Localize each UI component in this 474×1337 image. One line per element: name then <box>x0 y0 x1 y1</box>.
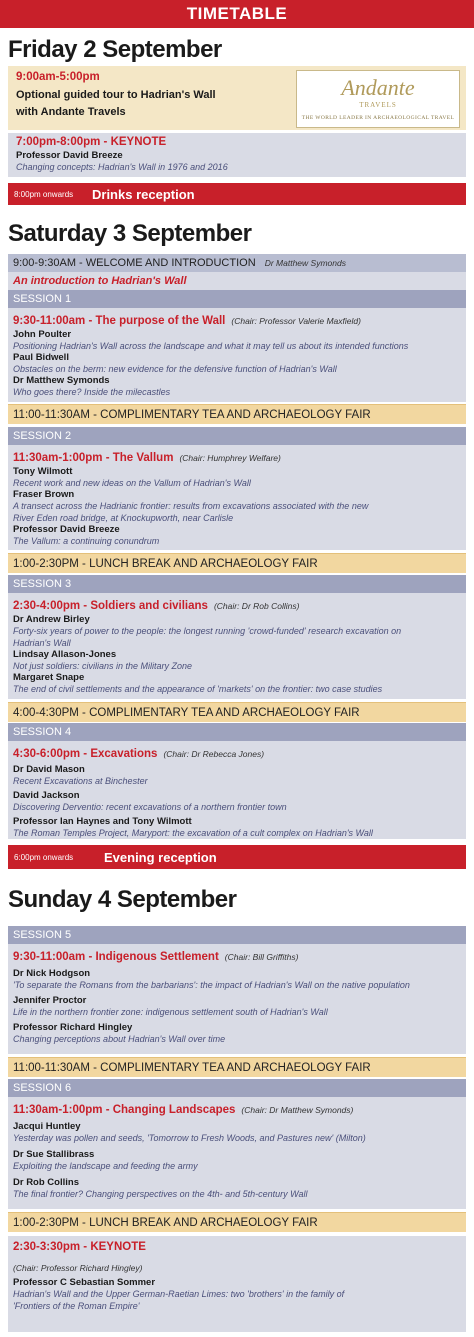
tour-time: 9:00am-5:00pm <box>16 71 100 83</box>
speaker: Lindsay Allason-Jones <box>13 649 117 660</box>
sunday-keynote-box <box>8 1236 466 1332</box>
keynote-speaker: Professor David Breeze <box>16 150 123 161</box>
session-2-title: 11:30am-1:00pm - The Vallum <box>13 452 174 464</box>
talk-title-cont: 'Frontiers of the Roman Empire' <box>13 1301 140 1311</box>
talk-title: Hadrian's Wall and the Upper German-Raetian Limes: two 'brothers' in the family of <box>13 1289 345 1299</box>
session-3-heading <box>13 596 461 614</box>
session-6-bar: SESSION 6 <box>8 1079 466 1097</box>
talk-title: Obstacles on the berm: new evidence for the defensive function of Hadrian's Wall <box>13 364 337 374</box>
evening-time: 6:00pm onwards <box>14 852 74 862</box>
speaker: Professor Richard Hingley <box>13 1022 133 1033</box>
keynote-title: 7:00pm-8:00pm - KEYNOTE <box>16 136 167 148</box>
speaker: Professor Ian Haynes and Tony Wilmott <box>13 816 192 827</box>
friday-keynote-box <box>8 133 466 177</box>
sunday-keynote-chair: (Chair: Professor Richard Hingley) <box>13 1263 143 1273</box>
session-1-chair: (Chair: Professor Valerie Maxfield) <box>231 316 361 326</box>
talk-title-cont: Hadrian's Wall <box>13 638 71 648</box>
session-4-bar: SESSION 4 <box>8 723 466 741</box>
drinks-time: 8:00pm onwards <box>14 189 74 199</box>
session-6-chair: (Chair: Dr Matthew Symonds) <box>241 1105 354 1115</box>
talk-title: Life in the northern frontier zone: indigenous settlement south of Hadrian's Wall <box>13 1007 328 1017</box>
session-3-chair: (Chair: Dr Rob Collins) <box>213 601 300 611</box>
welcome-speaker: Dr Matthew Symonds <box>264 258 346 268</box>
session-2-chair: (Chair: Humphrey Welfare) <box>179 453 281 463</box>
speaker: Dr Matthew Symonds <box>13 375 110 386</box>
talk-title: The end of civil settlements and the appearance of 'markets' on the frontier: two case studies <box>13 684 383 694</box>
session-1-title: 9:30-11:00am - The purpose of the Wall <box>13 315 226 327</box>
intro-bar: An introduction to Hadrian's Wall <box>8 272 466 290</box>
talk-title: 'To separate the Romans from the barbarians': the impact of Hadrian's Wall on the native population <box>13 980 410 990</box>
session-5-heading <box>13 947 461 965</box>
tea-break-1-bar: 11:00-11:30AM - COMPLIMENTARY TEA AND ARCHAEOLOGY FAIR <box>8 404 466 424</box>
logo-tagline: THE WORLD LEADER IN ARCHAEOLOGICAL TRAVEL <box>301 115 455 121</box>
session-5-chair: (Chair: Bill Griffiths) <box>224 952 299 962</box>
andante-travels-logo <box>296 70 460 128</box>
speaker: Fraser Brown <box>13 489 75 500</box>
talk-title: A transect across the Hadrianic frontier: results from excavations associated with the new <box>13 501 369 511</box>
speaker: Professor C Sebastian Sommer <box>13 1277 156 1288</box>
talk-title-cont: River Eden road bridge, at Knockupworth, near Carlisle <box>13 513 234 523</box>
evening-label: Evening reception <box>104 849 217 865</box>
tour-line2: with Andante Travels <box>16 106 126 118</box>
talk-title: The final frontier? Changing perspectives on the 4th- and 5th-century Wall <box>13 1189 308 1199</box>
session-4-heading <box>13 744 461 762</box>
speaker: Dr David Mason <box>13 764 85 775</box>
session-1-heading <box>13 311 461 329</box>
speaker: Paul Bidwell <box>13 352 69 363</box>
talk-title: Yesterday was pollen and seeds, 'Tomorrow to Fresh Woods, and Pastures new' (Milton) <box>13 1133 366 1143</box>
talk-title: Exploiting the landscape and feeding the army <box>13 1161 198 1171</box>
session-5-bar: SESSION 5 <box>8 926 466 944</box>
session-1-bar: SESSION 1 <box>8 290 466 308</box>
speaker: Margaret Snape <box>13 672 85 683</box>
session-6-box <box>8 1097 466 1209</box>
session-4-title: 4:30-6:00pm - Excavations <box>13 748 158 760</box>
session-3-title: 2:30-4:00pm - Soldiers and civilians <box>13 600 208 612</box>
session-4-box <box>8 741 466 839</box>
sunday-title: Sunday 4 September <box>8 886 237 913</box>
speaker: David Jackson <box>13 790 80 801</box>
logo-name: Andante <box>341 75 415 100</box>
session-5-box <box>8 944 466 1054</box>
session-1-box <box>8 308 466 402</box>
evening-reception-bar <box>8 845 466 869</box>
session-2-heading <box>13 448 461 466</box>
sunday-keynote-title: 2:30-3:30pm - KEYNOTE <box>13 1241 146 1253</box>
speaker: Dr Andrew Birley <box>13 614 90 625</box>
tea-break-2-bar: 4:00-4:30PM - COMPLIMENTARY TEA AND ARCHAEOLOGY FAIR <box>8 702 466 722</box>
speaker: John Poulter <box>13 329 72 340</box>
saturday-title: Saturday 3 September <box>8 220 252 247</box>
speaker: Jennifer Proctor <box>13 995 87 1006</box>
drinks-label: Drinks reception <box>92 186 195 202</box>
talk-title: Recent Excavations at Binchester <box>13 776 148 786</box>
sunday-tea-bar: 11:00-11:30AM - COMPLIMENTARY TEA AND ARCHAEOLOGY FAIR <box>8 1057 466 1077</box>
logo-sub: TRAVELS <box>359 101 397 109</box>
session-3-box <box>8 593 466 699</box>
speaker: Jacqui Huntley <box>13 1121 81 1132</box>
talk-title: Discovering Derventio: recent excavations of a northern frontier town <box>13 802 287 812</box>
welcome-label: 9:00-9:30AM - WELCOME AND INTRODUCTION <box>13 257 256 269</box>
tour-line1: Optional guided tour to Hadrian's Wall <box>16 89 216 101</box>
speaker: Dr Nick Hodgson <box>13 968 91 979</box>
session-6-heading <box>13 1100 461 1118</box>
speaker: Dr Sue Stallibrass <box>13 1149 95 1160</box>
session-4-chair: (Chair: Dr Rebecca Jones) <box>163 749 265 759</box>
friday-title: Friday 2 September <box>8 36 222 63</box>
timetable-header: TIMETABLE <box>0 0 474 28</box>
talk-title: The Roman Temples Project, Maryport: the excavation of a cult complex on Hadrian's Wall <box>13 828 373 838</box>
talk-title: Recent work and new ideas on the Vallum of Hadrian's Wall <box>13 478 251 488</box>
session-2-bar: SESSION 2 <box>8 427 466 445</box>
speaker: Professor David Breeze <box>13 524 120 535</box>
lunch-break-bar: 1:00-2:30PM - LUNCH BREAK AND ARCHAEOLOGY FAIR <box>8 553 466 573</box>
talk-title: Who goes there? Inside the milecastles <box>13 387 171 397</box>
session-6-title: 11:30am-1:00pm - Changing Landscapes <box>13 1104 236 1116</box>
talk-title: Forty-six years of power to the people: the longest running 'crowd-funded' research excavation on <box>13 626 402 636</box>
talk-title: The Vallum: a continuing conundrum <box>13 536 160 546</box>
speaker: Tony Wilmott <box>13 466 73 477</box>
keynote-talk: Changing concepts: Hadrian's Wall in 1976 and 2016 <box>16 162 228 172</box>
speaker: Dr Rob Collins <box>13 1177 79 1188</box>
session-5-title: 9:30-11:00am - Indigenous Settlement <box>13 951 219 963</box>
sunday-lunch-bar: 1:00-2:30PM - LUNCH BREAK AND ARCHAEOLOGY FAIR <box>8 1212 466 1232</box>
drinks-reception-bar <box>8 183 466 205</box>
talk-title: Changing perceptions about Hadrian's Wall over time <box>13 1034 226 1044</box>
welcome-bar <box>8 254 466 272</box>
session-3-bar: SESSION 3 <box>8 575 466 593</box>
talk-title: Positioning Hadrian's Wall across the landscape and what it may tell us about its intended functions <box>13 341 409 351</box>
session-2-box <box>8 445 466 550</box>
talk-title: Not just soldiers: civilians in the Military Zone <box>13 661 193 671</box>
